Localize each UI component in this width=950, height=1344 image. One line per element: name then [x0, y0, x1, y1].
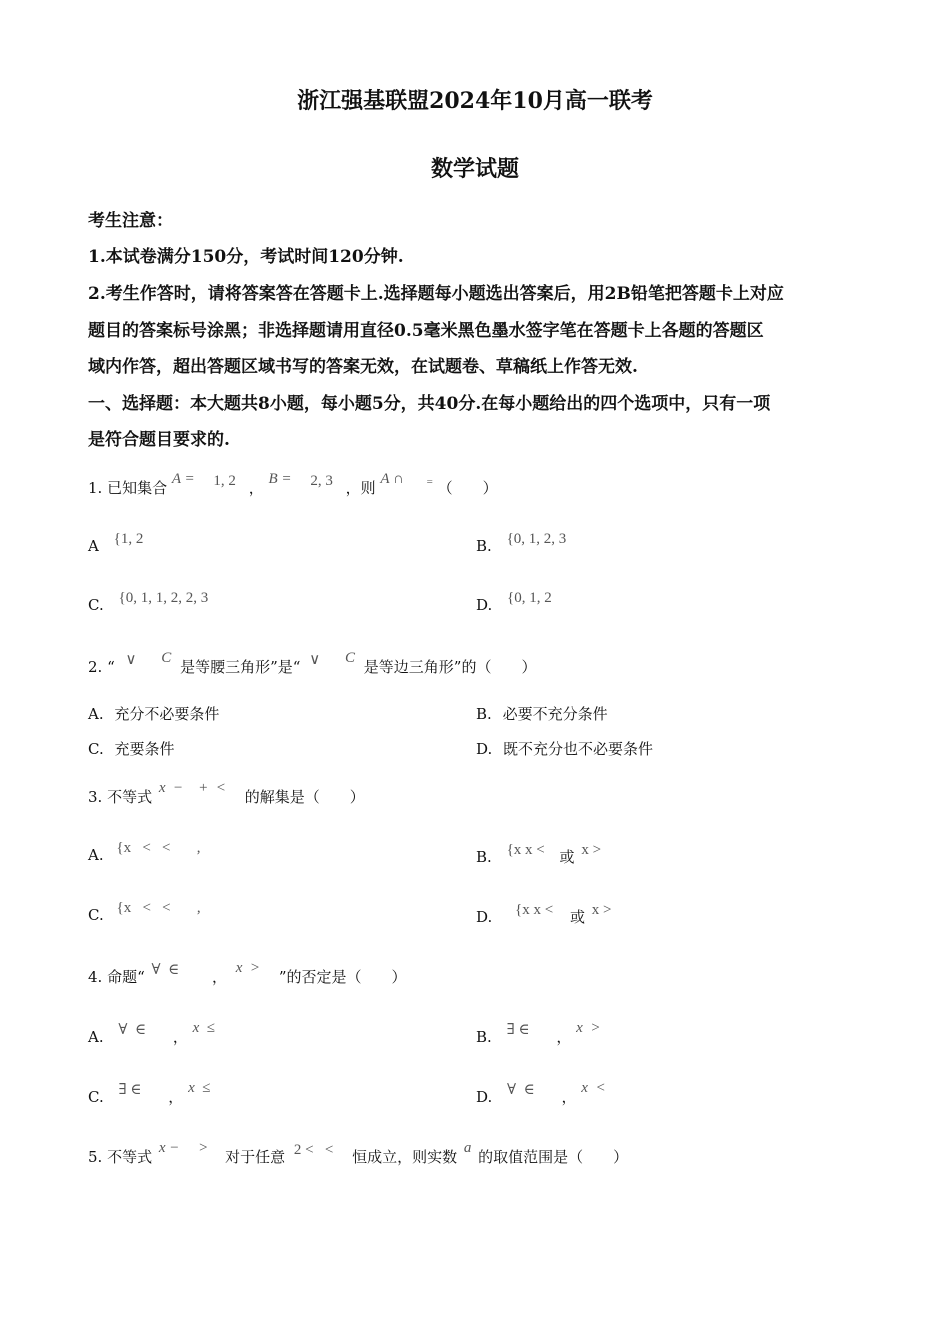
exam-title: 浙江强基联盟2024年10月高一联考 [297, 88, 653, 114]
notice-item-2-line-3: 域内作答，超出答题区域书写的答案无效，在试题卷、草稿纸上作答无效. [88, 357, 638, 377]
notice-item-2-line-2: 题目的答案标号涂黑；非选择题请用直径0.5毫米黑色墨水签字笔在答题卡上各题的答题区 [88, 321, 764, 341]
section-1-instruction-line-2: 是符合题目要求的. [88, 430, 230, 450]
q4-option-c[interactable]: C. ∃ ∈ ， x ≤ [88, 1080, 211, 1106]
q1-math-b: B = [268, 471, 292, 487]
q1-math-a: A = [171, 471, 195, 487]
question-1-stem [88, 471, 498, 498]
q1-math-intersect: A ∩ [380, 471, 404, 487]
q3-option-d[interactable]: D. {x x < 或 x > [476, 902, 612, 926]
q1-math-set-b: 2, 3 [310, 473, 333, 489]
notice-heading: 考生注意： [88, 211, 173, 231]
question-4-stem: 4. 命题“ ∀ ∈ ， x > ”的否定是（ ） [88, 960, 407, 986]
q4-option-d[interactable]: D. ∀ ∈ ， x < [476, 1080, 606, 1106]
q4-option-b[interactable]: B. ∃ ∈ ， x > [476, 1020, 601, 1046]
q1-blank: （ ） [437, 479, 498, 497]
q1-option-c[interactable]: C. {0, 1, 1, 2, 2, 3 [88, 590, 209, 614]
q1-option-a[interactable]: A {1, 2 [88, 531, 144, 555]
q2-option-a[interactable]: A. 充分不必要条件 [88, 705, 220, 723]
exam-subtitle: 数学试题 [430, 156, 519, 182]
q1-math-eq: = [426, 476, 433, 488]
q1-text: 1. 已知集合 [88, 479, 168, 497]
q1-option-d[interactable]: D. {0, 1, 2 [476, 590, 552, 614]
q4-option-a[interactable]: A. ∀ ∈ ， x ≤ [88, 1020, 216, 1046]
question-2-stem: 2. “ ∨ C 是等腰三角形”是“ ∨ C 是等边三角形”的（ ） [88, 650, 537, 676]
q1-comma: ， [248, 479, 264, 497]
question-5-stem: 5. 不等式 x − > 对于任意 2 < < 恒成立，则实数 a 的取值范围是（ ） [88, 1140, 629, 1166]
q2-option-c[interactable]: C. 充要条件 [88, 740, 175, 758]
question-3-stem: 3. 不等式 x − + < 的解集是（ ） [88, 780, 365, 806]
notice-item-2-line-1: 2.考生作答时，请将答案答在答题卡上.选择题每小题选出答案后，用2B铅笔把答题卡上对应 [88, 284, 784, 304]
q1-math-set-a: 1, 2 [213, 473, 236, 489]
q3-option-b[interactable]: B. {x x < 或 x > [476, 842, 602, 866]
q1-then: ，则 [345, 479, 376, 497]
q2-option-d[interactable]: D. 既不充分也不必要条件 [476, 740, 654, 758]
q2-option-b[interactable]: B. 必要不充分条件 [476, 705, 608, 723]
section-1-instruction-line-1: 一、选择题：本大题共8小题，每小题5分，共40分.在每小题给出的四个选项中，只有一项 [88, 394, 771, 414]
q3-option-c[interactable]: C. {x < < , [88, 900, 201, 924]
q1-option-b[interactable]: B. {0, 1, 2, 3 [476, 531, 567, 555]
q3-option-a[interactable]: A. {x < < , [88, 840, 201, 864]
notice-item-1: 1.本试卷满分150分，考试时间120分钟. [88, 247, 404, 267]
